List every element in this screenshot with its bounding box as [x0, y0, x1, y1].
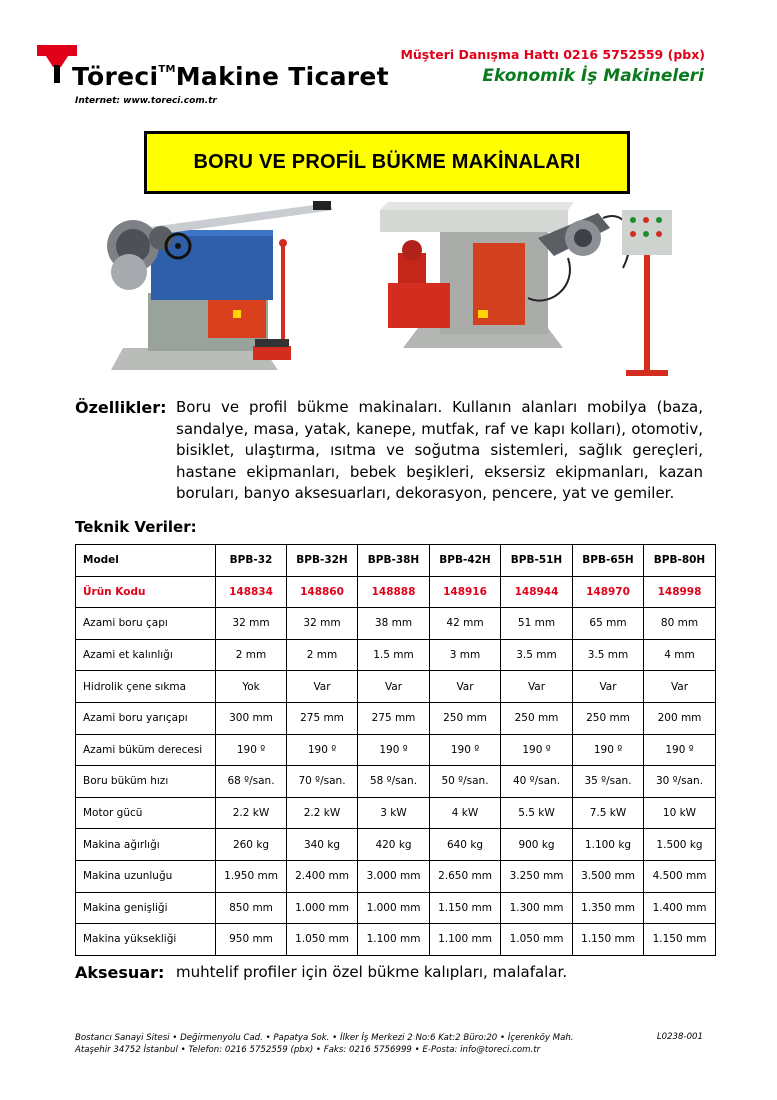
- brand-first: Töreci: [72, 62, 159, 91]
- value-cell: 35 º/san.: [573, 766, 644, 798]
- value-cell: 3 mm: [430, 639, 501, 671]
- row-label-cell: Makina genişliği: [76, 892, 216, 924]
- row-label-cell: Azami büküm derecesi: [76, 734, 216, 766]
- value-cell: BPB-32H: [287, 545, 358, 577]
- value-cell: 340 kg: [287, 829, 358, 861]
- table-row: [76, 797, 716, 829]
- value-cell: 250 mm: [430, 702, 501, 734]
- value-cell: 32 mm: [216, 608, 287, 640]
- website-link[interactable]: Internet: www.toreci.com.tr: [75, 96, 217, 106]
- row-label-cell: Motor gücü: [76, 797, 216, 829]
- value-cell: 190 º: [358, 734, 430, 766]
- value-cell: 68 º/san.: [216, 766, 287, 798]
- value-cell: 148970: [573, 576, 644, 608]
- value-cell: 50 º/san.: [430, 766, 501, 798]
- value-cell: 148834: [216, 576, 287, 608]
- footer-line-1: Bostancı Sanayi Sitesi • Değirmenyolu Cad. • Papatya Sok. • İlker İş Merkezi 2 No:6 Kat:2 Büro:20 • İçerenköy Mah.: [75, 1033, 574, 1043]
- value-cell: Yok: [216, 671, 287, 703]
- footer-address: [75, 1032, 574, 1056]
- value-cell: 190 º: [644, 734, 716, 766]
- value-cell: Var: [287, 671, 358, 703]
- value-cell: 1.150 mm: [644, 924, 716, 956]
- value-cell: 2.650 mm: [430, 860, 501, 892]
- value-cell: Var: [358, 671, 430, 703]
- value-cell: 900 kg: [501, 829, 573, 861]
- value-cell: 148860: [287, 576, 358, 608]
- value-cell: 1.400 mm: [644, 892, 716, 924]
- value-cell: 7.5 kW: [573, 797, 644, 829]
- value-cell: 38 mm: [358, 608, 430, 640]
- table-row: [76, 766, 716, 798]
- value-cell: 250 mm: [573, 702, 644, 734]
- value-cell: 3 kW: [358, 797, 430, 829]
- value-cell: 420 kg: [358, 829, 430, 861]
- value-cell: Var: [430, 671, 501, 703]
- value-cell: 51 mm: [501, 608, 573, 640]
- trademark: TM: [158, 64, 176, 75]
- table-row: [76, 892, 716, 924]
- value-cell: Var: [501, 671, 573, 703]
- document-reference: L0238-001: [656, 1032, 703, 1042]
- value-cell: 250 mm: [501, 702, 573, 734]
- value-cell: 3.250 mm: [501, 860, 573, 892]
- value-cell: Var: [573, 671, 644, 703]
- value-cell: 1.100 mm: [358, 924, 430, 956]
- value-cell: 1.500 kg: [644, 829, 716, 861]
- value-cell: 200 mm: [644, 702, 716, 734]
- value-cell: 190 º: [287, 734, 358, 766]
- value-cell: 2 mm: [216, 639, 287, 671]
- page-title: BORU VE PROFİL BÜKME MAKİNALARI: [144, 131, 630, 194]
- value-cell: 300 mm: [216, 702, 287, 734]
- row-label-cell: Model: [76, 545, 216, 577]
- value-cell: 190 º: [573, 734, 644, 766]
- value-cell: BPB-65H: [573, 545, 644, 577]
- value-cell: 1.950 mm: [216, 860, 287, 892]
- value-cell: 1.100 kg: [573, 829, 644, 861]
- value-cell: 30 º/san.: [644, 766, 716, 798]
- row-label-cell: Ürün Kodu: [76, 576, 216, 608]
- row-label-cell: Azami boru yarıçapı: [76, 702, 216, 734]
- value-cell: 640 kg: [430, 829, 501, 861]
- value-cell: 850 mm: [216, 892, 287, 924]
- value-cell: 190 º: [430, 734, 501, 766]
- value-cell: 1.300 mm: [501, 892, 573, 924]
- value-cell: 3.5 mm: [573, 639, 644, 671]
- value-cell: 1.350 mm: [573, 892, 644, 924]
- value-cell: 260 kg: [216, 829, 287, 861]
- table-row: [76, 671, 716, 703]
- row-label-cell: Hidrolik çene sıkma: [76, 671, 216, 703]
- value-cell: 65 mm: [573, 608, 644, 640]
- value-cell: 10 kW: [644, 797, 716, 829]
- table-header-row: [76, 545, 716, 577]
- row-label-cell: Makina uzunluğu: [76, 860, 216, 892]
- row-label-cell: Azami boru çapı: [76, 608, 216, 640]
- value-cell: 42 mm: [430, 608, 501, 640]
- value-cell: BPB-80H: [644, 545, 716, 577]
- table-row: [76, 734, 716, 766]
- accessory-text: muhtelif profiler için özel bükme kalıpları, malafalar.: [176, 963, 568, 981]
- spec-table: [75, 544, 716, 956]
- value-cell: BPB-32: [216, 545, 287, 577]
- tech-data-label: Teknik Veriler:: [75, 518, 197, 536]
- row-label-cell: Boru büküm hızı: [76, 766, 216, 798]
- features-text: Boru ve profil bükme makinaları. Kullanın alanları mobilya (baza, sandalye, masa, yatak, kanepe, mutfak, raf ve kapı kolları), otomotiv, bisiklet, ulaştırma, ısıtma ve soğutma sistemleri, sağlık gereçleri, hastane ekipmanları, bebek beşikleri, eksersiz ekipmanları, kazan boruları, banyo aksesuarları, dekorasyon, pencere, yat ve gemiler.: [176, 398, 703, 502]
- value-cell: BPB-51H: [501, 545, 573, 577]
- value-cell: 275 mm: [358, 702, 430, 734]
- value-cell: 2.2 kW: [287, 797, 358, 829]
- table-row: [76, 608, 716, 640]
- accessory-label: Aksesuar:: [75, 963, 165, 982]
- value-cell: 190 º: [216, 734, 287, 766]
- value-cell: 190 º: [501, 734, 573, 766]
- hydraulic-pipe-bending-machine-photo: [378, 198, 683, 383]
- value-cell: 148944: [501, 576, 573, 608]
- table-row: [76, 829, 716, 861]
- value-cell: 1.000 mm: [358, 892, 430, 924]
- footer-line-2: Ataşehir 34752 İstanbul • Telefon: 0216 5752559 (pbx) • Faks: 0216 5756999 • E-Posta: info@toreci.com.tr: [75, 1045, 541, 1055]
- table-row: [76, 639, 716, 671]
- row-label-cell: Azami et kalınlığı: [76, 639, 216, 671]
- value-cell: 1.150 mm: [430, 892, 501, 924]
- value-cell: 4 kW: [430, 797, 501, 829]
- value-cell: Var: [644, 671, 716, 703]
- value-cell: 1.000 mm: [287, 892, 358, 924]
- value-cell: BPB-42H: [430, 545, 501, 577]
- value-cell: 58 º/san.: [358, 766, 430, 798]
- value-cell: 148916: [430, 576, 501, 608]
- hotline-text: Müşteri Danışma Hattı 0216 5752559 (pbx): [400, 47, 705, 62]
- value-cell: 2.2 kW: [216, 797, 287, 829]
- value-cell: 32 mm: [287, 608, 358, 640]
- table-row: [76, 860, 716, 892]
- value-cell: 5.5 kW: [501, 797, 573, 829]
- value-cell: 3.5 mm: [501, 639, 573, 671]
- value-cell: 950 mm: [216, 924, 287, 956]
- features-label: Özellikler:: [75, 398, 167, 417]
- value-cell: 4.500 mm: [644, 860, 716, 892]
- table-row: [76, 924, 716, 956]
- value-cell: 2.400 mm: [287, 860, 358, 892]
- value-cell: 70 º/san.: [287, 766, 358, 798]
- value-cell: 80 mm: [644, 608, 716, 640]
- pipe-bending-machine-blue-photo: [93, 198, 338, 378]
- value-cell: 3.500 mm: [573, 860, 644, 892]
- row-label-cell: Makina ağırlığı: [76, 829, 216, 861]
- value-cell: 1.100 mm: [430, 924, 501, 956]
- value-cell: 1.5 mm: [358, 639, 430, 671]
- value-cell: 2 mm: [287, 639, 358, 671]
- value-cell: 4 mm: [644, 639, 716, 671]
- value-cell: 148888: [358, 576, 430, 608]
- tagline: Ekonomik İş Makineleri: [482, 66, 704, 86]
- toreci-t-logo-icon: [37, 45, 77, 85]
- brand-name: [72, 62, 389, 91]
- brand-rest: Makine Ticaret: [175, 62, 389, 91]
- value-cell: BPB-38H: [358, 545, 430, 577]
- value-cell: 1.050 mm: [287, 924, 358, 956]
- value-cell: 3.000 mm: [358, 860, 430, 892]
- row-label-cell: Makina yüksekliği: [76, 924, 216, 956]
- value-cell: 148998: [644, 576, 716, 608]
- product-code-row: [76, 576, 716, 608]
- value-cell: 40 º/san.: [501, 766, 573, 798]
- value-cell: 1.050 mm: [501, 924, 573, 956]
- value-cell: 1.150 mm: [573, 924, 644, 956]
- table-row: [76, 702, 716, 734]
- value-cell: 275 mm: [287, 702, 358, 734]
